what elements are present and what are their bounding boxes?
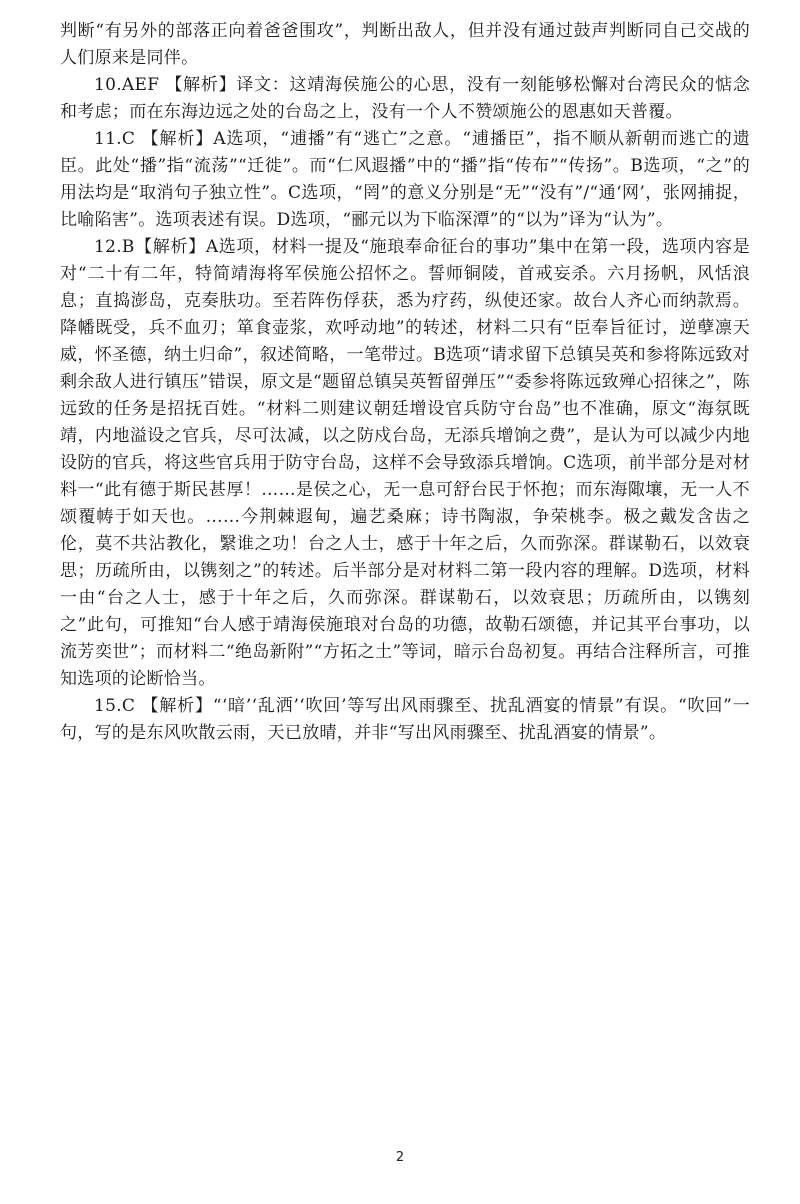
answer-15-paragraph: 15.C 【解析】“‘暗’‘乱洒’‘吹回’等写出风雨骤至、扰乱酒宴的情景”有误。“吹回”一句，写的是东风吹散云雨，天已放晴，并非“写出风雨骤至、扰乱酒宴的情景”。 [60, 696, 750, 743]
answer-10-paragraph: 10.AEF 【解析】译文：这靖海侯施公的心思，没有一刻能够松懈对台湾民众的惦念和考虑；而在东海边远之处的台岛之上，没有一个人不赞颂施公的恩惠如天普覆。 [60, 75, 750, 122]
paragraph-continuation: 判断“有另外的部落正向着爸爸围攻”，判断出敌人，但并没有通过鼓声判断同自己交战的人们原来是同伴。 [60, 21, 750, 68]
document-body [60, 18, 750, 747]
answer-12-paragraph: 12.B【解析】A选项，材料一提及“施琅奉命征台的事功”集中在第一段，选项内容是对“二十有二年，特简靖海将军侯施公招怀之。誓师铜陵，首戒妄杀。六月扬帆，风恬浪息；直捣澎岛，克奏肤功。至若阵伤俘获，悉为疗药，纵使还家。故台人齐心而纳款焉。降幡既受，兵不血刃；箪食壶浆，欢呼动地”的转述，材料二只有“臣奉旨征讨，逆孽凛天威，怀圣德，纳土归命”，叙述简略，一笔带过。B选项“请求留下总镇吴英和参将陈远致对剩余敌人进行镇压”错误，原文是“题留总镇吴英暂留弹压”“委参将陈远致殚心招徕之”，陈远致的任务是招抚百姓。“材料二则建议朝廷增设官兵防守台岛”也不准确，原文“海氛既靖，内地溢设之官兵，尽可汰减，以之防戍台岛，无添兵增饷之费”，是认为可以减少内地设防的官兵，将这些官兵用于防守台岛，这样不会导致添兵增饷。C选项，前半部分是对材料一“此有德于斯民甚厚！……是侯之心，无一息可舒台民于怀抱；而东海陬壤，无一人不颂覆帱于如天也。……今荆棘遐甸，遍艺桑麻；诗书陶淑，争荣桃李。极之戴发含齿之伦，莫不共沾教化，繄谁之功！台之人士，感于十年之后，久而弥深。群谋勒石，以效衰思；历疏所由，以镌刻之”的转述。后半部分是对材料二第一段内容的理解。D选项，材料一由“台之人士，感于十年之后，久而弥深。群谋勒石，以效衰思；历疏所由，以镌刻之”此句，可推知“台人感于靖海侯施琅对台岛的功德，故勒石颂德，并记其平台事功，以流芳奕世”；而材料二“绝岛新附”“方拓之土”等词，暗示台岛初复。再结合注释所言，可推知选项的论断恰当。 [60, 237, 750, 689]
answer-11-paragraph: 11.C 【解析】A选项，“逋播”有“逃亡”之意。“逋播臣”，指不顺从新朝而逃亡的遗臣。此处“播”指“流荡”“迁徙”。而“仁风遐播”中的“播”指“传布”“传扬”。B选项，“之”的用法均是“取消句子独立性”。C选项，“罔”的意义分别是“无”“没有”/“通‘网’，张网捕捉，比喻陷害”。选项表述有误。D选项，“郦元以为下临深潭”的“以为”译为“认为”。 [60, 129, 750, 230]
page-number: 2 [395, 1150, 405, 1165]
